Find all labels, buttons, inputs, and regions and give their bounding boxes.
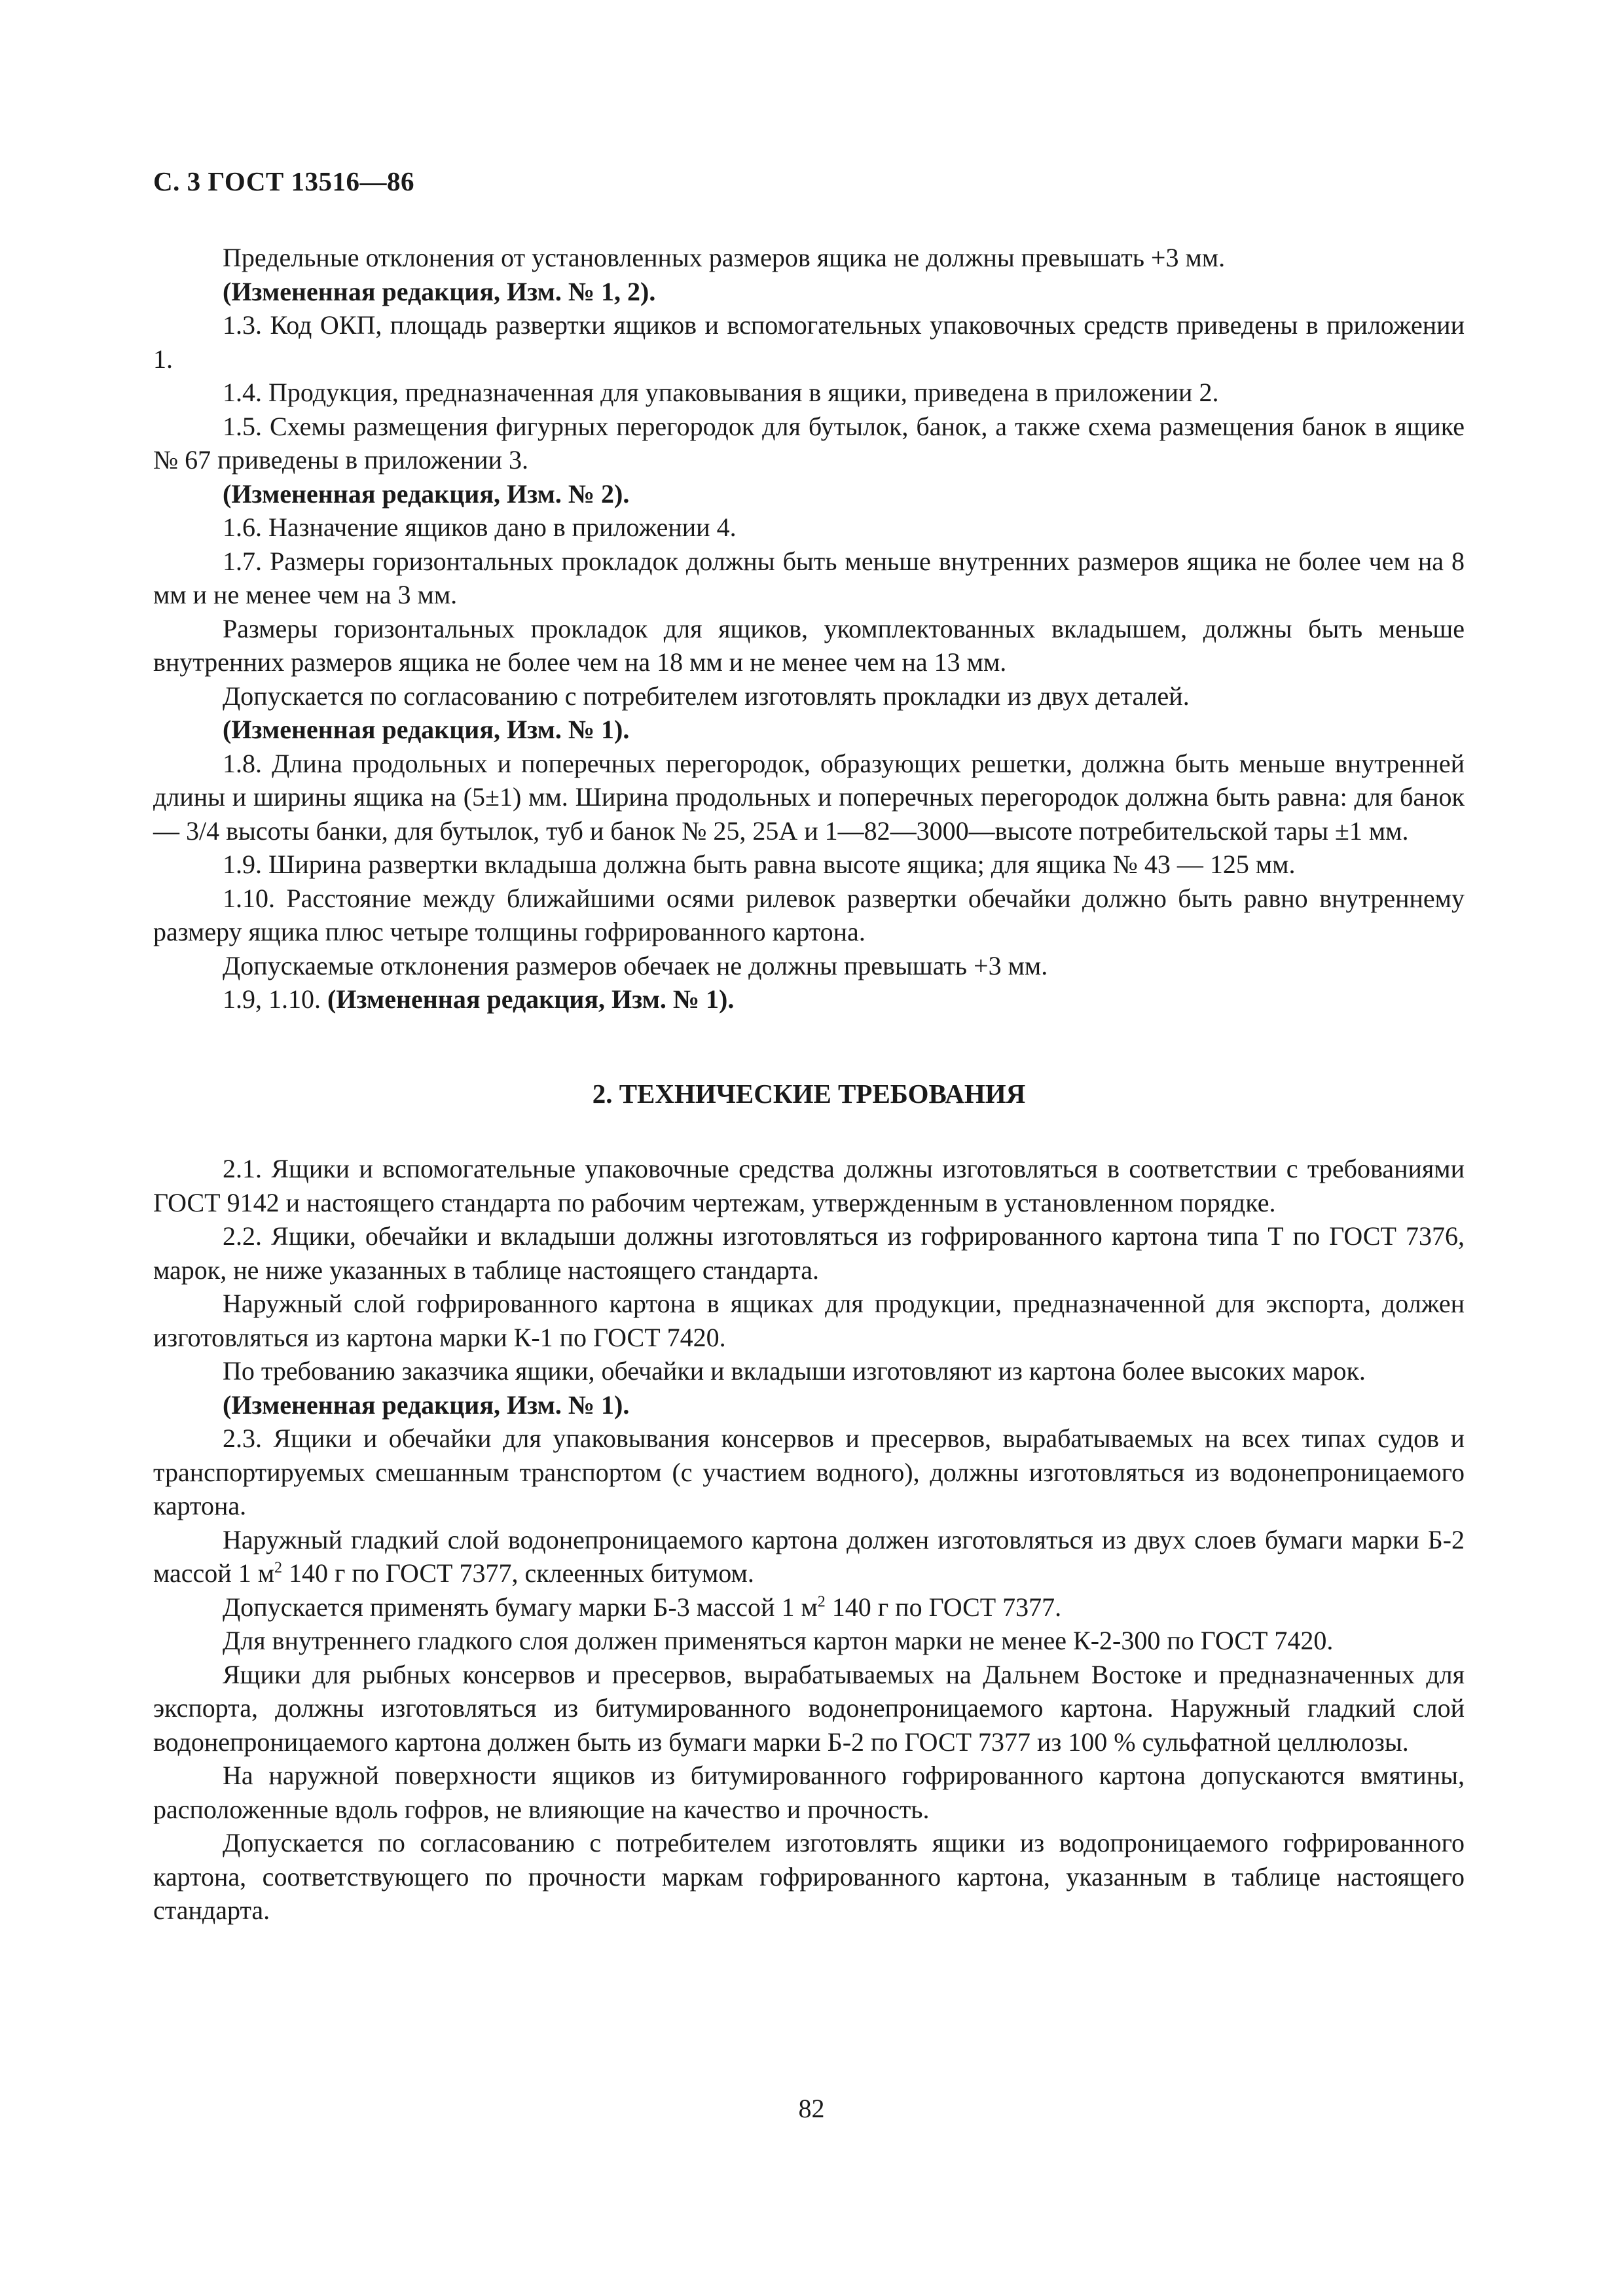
page-header: С. 3 ГОСТ 13516—86: [153, 166, 415, 196]
paragraph: Предельные отклонения от установленных размеров ящика не должны превышать +3 мм.: [223, 243, 1226, 272]
paragraph: Для внутреннего гладкого слоя должен применяться картон марки не менее К-2-300 по ГОСТ 7420.: [223, 1626, 1334, 1655]
amendment-note: (Измененная редакция, Изм. № 1).: [223, 1390, 630, 1420]
clause-1-8: 1.8. Длина продольных и поперечных перегородок, образующих решетки, должна быть меньше внутренней длины и ширины ящика на (5±1) мм. Ширина продольных и поперечных перегородок должна быть равна: для банок — 3/4 высоты банки, для бутылок, туб и банок № 25, 25А и 1—82—3000—высоте потребительской тары ±1 мм.: [153, 748, 1465, 846]
clause-2-2: 2.2. Ящики, обечайки и вкладыши должны изготовляться из гофрированного картона типа Т по ГОСТ 7376, марок, не ниже указанных в таблице настоящего стандарта.: [153, 1221, 1465, 1285]
clause-1-5: 1.5. Схемы размещения фигурных перегородок для бутылок, банок, а также схема размещения банок в ящике № 67 приведены в приложении 3.: [153, 411, 1465, 475]
amendment-note: (Измененная редакция, Изм. № 2).: [223, 478, 630, 509]
clause-2-1: 2.1. Ящики и вспомогательные упаковочные средства должны изготовляться в соответствии с требованиями ГОСТ 9142 и настоящего стандарта по рабочим чертежам, утвержденным в установленном порядке.: [153, 1154, 1465, 1217]
paragraph: Допускается применять бумагу марки Б-3 массой 1 $м^2$ 140 г по ГОСТ 7377.: [223, 1592, 1062, 1622]
clause-1-6: 1.6. Назначение ящиков дано в приложении 4.: [223, 512, 737, 542]
clause-1-3: 1.3. Код ОКП, площадь развертки ящиков и вспомогательных упаковочных средств приведены в приложении 1.: [153, 310, 1465, 374]
clause-1-4: 1.4. Продукция, предназначенная для упаковывания в ящики, приведена в приложении 2.: [223, 378, 1219, 407]
clause-2-3: 2.3. Ящики и обечайки для упаковывания консервов и пресервов, вырабатываемых на всех типах судов и транспортируемых смешанным транспортом (с участием водного), должны изготовляться из водонепроницаемого картона.: [153, 1424, 1465, 1520]
clause-refs: 1.9, 1.10.: [223, 984, 321, 1014]
paragraph: Допускается по согласованию с потребителем изготовлять ящики из водопроницаемого гофрированного картона, соответствующего по прочности маркам гофрированного картона, указанным в таблице настоящего стандарта.: [153, 1828, 1465, 1925]
amendment-label: (Измененная редакция, Изм. № 1).: [327, 984, 735, 1014]
section-heading: 2. ТЕХНИЧЕСКИЕ ТРЕБОВАНИЯ: [592, 1079, 1026, 1109]
page-number: 82: [798, 2094, 825, 2123]
paragraph: По требованию заказчика ящики, обечайки и вкладыши изготовляют из картона более высоких марок.: [223, 1356, 1366, 1386]
paragraph: Наружный гладкий слой водонепроницаемого картона должен изготовляться из двух слоев бумаги марки Б-2 массой 1 $м^2$ 140 г по ГОСТ 7377, склеенных битумом.: [153, 1524, 1465, 1588]
amendment-note: (Измененная редакция, Изм. № 1, 2).: [223, 276, 656, 306]
amendment-note: [153, 982, 1465, 1016]
section-2: [153, 1152, 1465, 1928]
clause-1-9: 1.9. Ширина развертки вкладыша должна быть равна высоте ящика; для ящика № 43 — 125 мм.: [223, 850, 1296, 879]
paragraph: Допускается по согласованию с потребителем изготовлять прокладки из двух деталей.: [223, 681, 1190, 711]
section-1-continuation: [153, 241, 1465, 1016]
paragraph: Допускаемые отклонения размеров обечаек не должны превышать +3 мм.: [223, 950, 1048, 980]
paragraph: Ящики для рыбных консервов и пресервов, вырабатываемых на Дальнем Востоке и предназначенных для экспорта, должны изготовляться из битумированного водонепроницаемого картона. Наружный гладкий слой водонепроницаемого картона должен быть из бумаги марки Б-2 по ГОСТ 7377 из 100 % сульфатной целлюлозы.: [153, 1659, 1465, 1757]
clause-1-10: 1.10. Расстояние между ближайшими осями рилевок развертки обечайки должно быть равно внутреннему размеру ящика плюс четыре толщины гофрированного картона.: [153, 883, 1465, 946]
clause-1-7: 1.7. Размеры горизонтальных прокладок должны быть меньше внутренних размеров ящика не более чем на 8 мм и не менее чем на 3 мм.: [153, 546, 1465, 609]
amendment-note: (Измененная редакция, Изм. № 1).: [223, 715, 630, 744]
paragraph: Размеры горизонтальных прокладок для ящиков, укомплектованных вкладышем, должны быть меньше внутренних размеров ящика не более чем на 18 мм и не менее чем на 13 мм.: [153, 613, 1465, 677]
paragraph: На наружной поверхности ящиков из битумированного гофрированного картона допускаются вмятины, расположенные вдоль гофров, не влияющие на качество и прочность.: [153, 1761, 1465, 1824]
paragraph: Наружный слой гофрированного картона в ящиках для продукции, предназначенной для экспорта, должен изготовляться из картона марки К-1 по ГОСТ 7420.: [153, 1289, 1465, 1352]
